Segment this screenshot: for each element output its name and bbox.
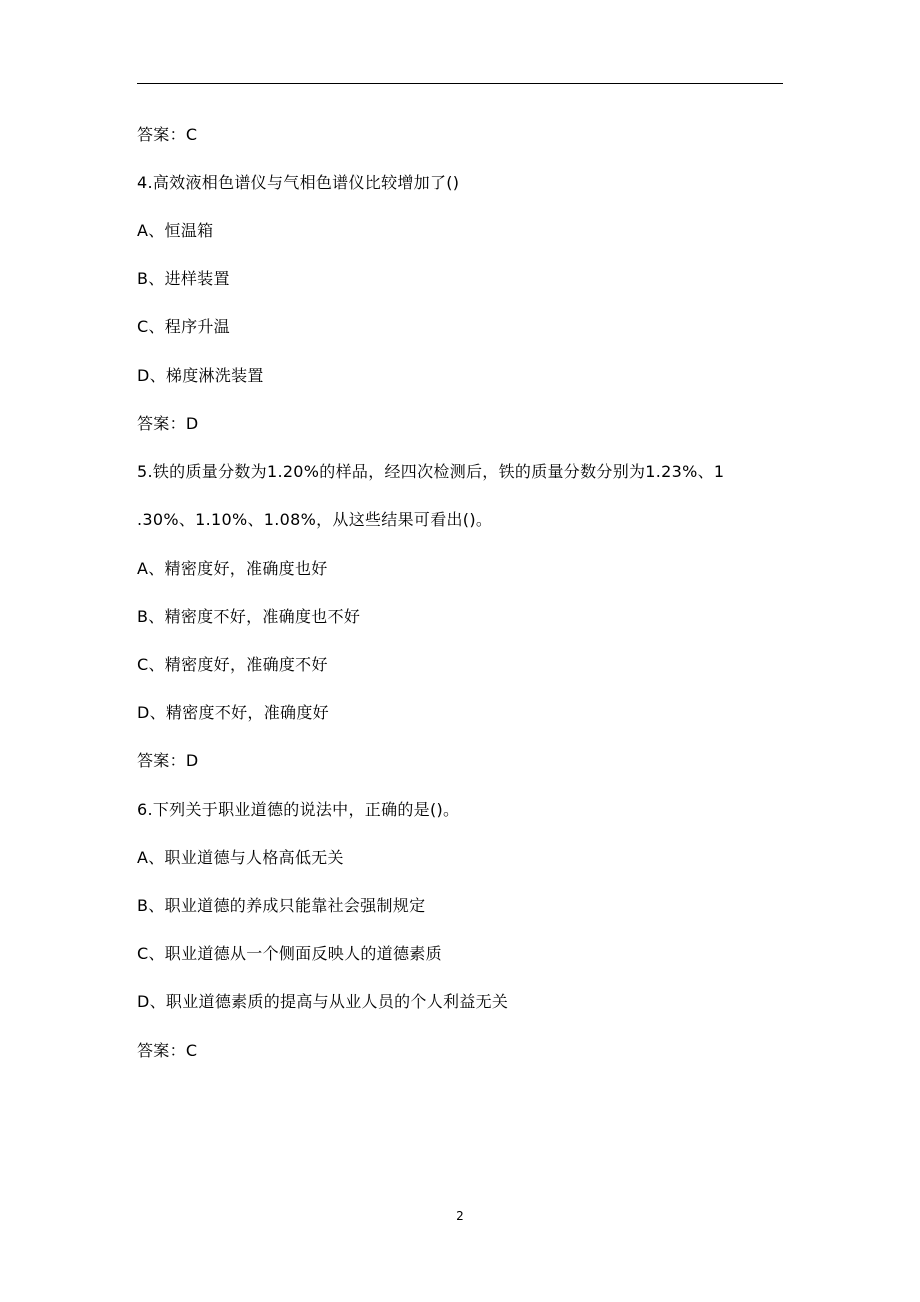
q6-option-b: B、职业道德的养成只能靠社会强制规定 [137, 896, 426, 915]
question-5-line-1: 5.铁的质量分数为1.20%的样品，经四次检测后，铁的质量分数分别为1.23%、1 [137, 462, 725, 481]
q6-option-c: C、职业道德从一个侧面反映人的道德素质 [137, 944, 442, 963]
question-6: 6.下列关于职业道德的说法中，正确的是()。 [137, 800, 460, 819]
page-number: 2 [456, 1209, 464, 1223]
question-4: 4.高效液相色谱仪与气相色谱仪比较增加了() [137, 173, 460, 192]
q6-option-d: D、职业道德素质的提高与从业人员的个人利益无关 [137, 992, 509, 1011]
answer-q4: 答案：D [137, 414, 199, 433]
q5-option-d: D、精密度不好，准确度好 [137, 703, 329, 722]
q4-option-d: D、梯度淋洗装置 [137, 366, 264, 385]
q4-option-c: C、程序升温 [137, 317, 230, 336]
q4-option-a: A、恒温箱 [137, 221, 214, 240]
header-rule [137, 83, 783, 84]
q5-option-a: A、精密度好，准确度也好 [137, 559, 328, 578]
q6-option-a: A、职业道德与人格高低无关 [137, 848, 344, 867]
question-5-line-2: .30%、1.10%、1.08%，从这些结果可看出()。 [137, 510, 493, 529]
q4-option-b: B、进样装置 [137, 269, 230, 288]
answer-q6: 答案：C [137, 1041, 198, 1060]
answer-q5: 答案：D [137, 751, 199, 770]
q5-option-c: C、精密度好，准确度不好 [137, 655, 328, 674]
q5-option-b: B、精密度不好，准确度也不好 [137, 607, 361, 626]
answer-q3: 答案：C [137, 125, 198, 144]
